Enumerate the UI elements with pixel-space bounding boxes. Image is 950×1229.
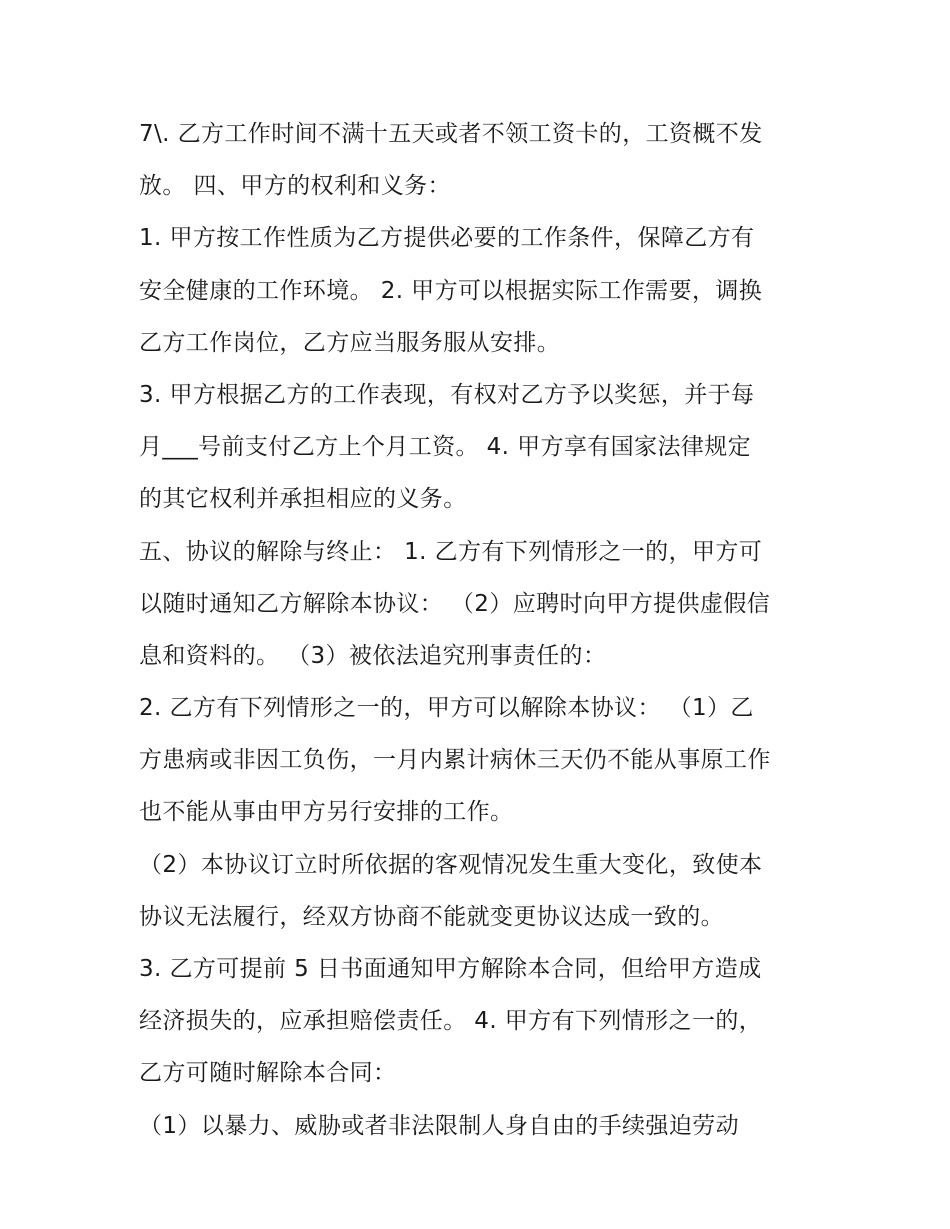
text-line: 乙方可随时解除本合同： bbox=[139, 1060, 397, 1087]
text-line: 3. 乙方可提前 5 日书面通知甲方解除本合同，但给甲方造成 bbox=[139, 956, 762, 982]
text-line: 7\. 乙方工作时间不满十五天或者不领工资卡的，工资概不发 bbox=[139, 121, 763, 147]
text-line: 也不能从事由甲方另行安排的工作。 bbox=[139, 799, 514, 826]
text-line: 月___号前支付乙方上个月工资。 4. 甲方享有国家法律规定 bbox=[139, 434, 752, 461]
text-line: 安全健康的工作环境。 2. 甲方可以根据实际工作需要，调换 bbox=[139, 277, 763, 304]
text-line: 经济损失的，应承担赔偿责任。 4. 甲方有下列情形之一的， bbox=[139, 1008, 763, 1035]
text-line: 协议无法履行，经双方协商不能就变更协议达成一致的。 bbox=[139, 903, 724, 930]
text-line: 2. 乙方有下列情形之一的，甲方可以解除本协议： （1）乙 bbox=[139, 695, 754, 722]
text-line: 方患病或非因工负伤，一月内累计病休三天仍不能从事原工作 bbox=[139, 747, 771, 774]
text-line: （1）以暴力、威胁或者非法限制人身自由的手续强迫劳动 bbox=[139, 1112, 740, 1139]
text-line: 1. 甲方按工作性质为乙方提供必要的工作条件，保障乙方有 bbox=[139, 225, 755, 252]
document-body bbox=[139, 108, 829, 1152]
text-line: 放。 四、甲方的权利和义务： bbox=[139, 173, 451, 200]
text-line: 3. 甲方根据乙方的工作表现，有权对乙方予以奖惩，并于每 bbox=[139, 381, 755, 408]
text-line: 的其它权利并承担相应的义务。 bbox=[139, 486, 467, 513]
text-line: 以随时通知乙方解除本协议： （2）应聘时向甲方提供虚假信 bbox=[139, 590, 771, 617]
text-line: （2）本协议订立时所依据的客观情况发生重大变化，致使本 bbox=[139, 851, 763, 878]
text-line: 息和资料的。 （3）被依法追究刑事责任的： bbox=[139, 642, 607, 669]
text-line: 乙方工作岗位，乙方应当服务服从安排。 bbox=[139, 329, 561, 356]
text-line: 五、协议的解除与终止： 1. 乙方有下列情形之一的，甲方可 bbox=[139, 538, 763, 565]
